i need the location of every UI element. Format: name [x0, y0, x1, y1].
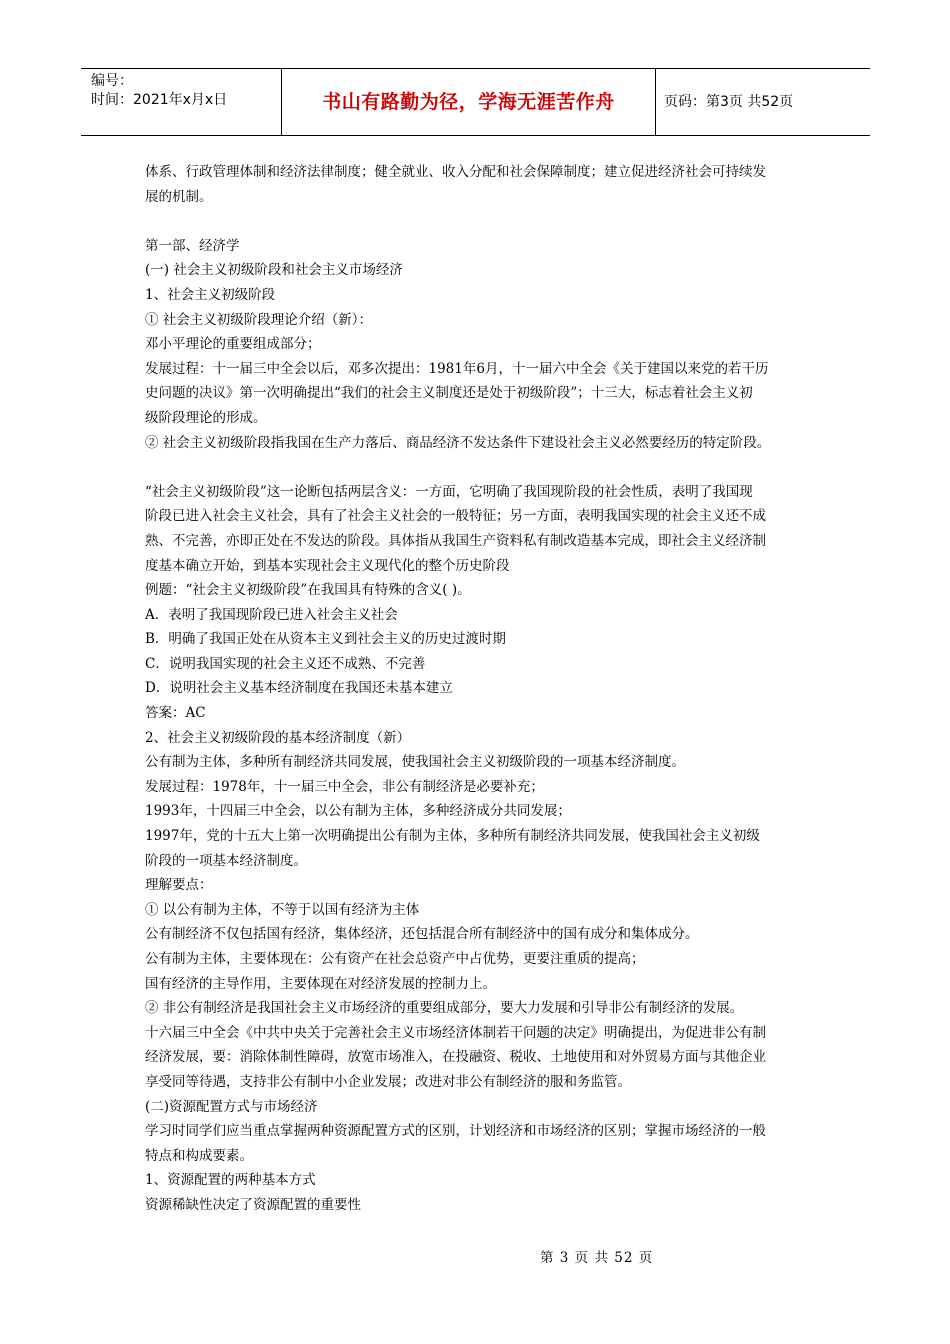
body-line: 级阶段理论的形成。 — [145, 409, 267, 426]
body-line: “社会主义初级阶段”这一论断包括两层含义：一方面，它明确了我国现阶段的社会性质，表明了我国现 — [145, 483, 753, 500]
header-page-info: 页码：第3页 共52页 — [664, 94, 794, 110]
body-line: 公有制经济不仅包括国有经济，集体经济，还包括混合所有制经济中的国有成分和集体成分。 — [145, 926, 699, 943]
body-line: 特点和构成要素。 — [145, 1147, 253, 1164]
body-line: ② 社会主义初级阶段指我国在生产力落后、商品经济不发达条件下建设社会主义必然要经历的特定阶段。 — [145, 434, 771, 451]
body-line: 邓小平理论的重要组成部分； — [145, 336, 321, 353]
body-line: B．明确了我国正处在从资本主义到社会主义的历史过渡时期 — [145, 631, 506, 648]
body-line: 十六届三中全会《中共中央关于完善社会主义市场经济体制若干问题的决定》明确提出，为促进非公有制 — [145, 1024, 766, 1041]
body-line: 公有制为主体，多种所有制经济共同发展，使我国社会主义初级阶段的一项基本经济制度。 — [145, 754, 685, 771]
body-line: (一) 社会主义初级阶段和社会主义市场经济 — [145, 262, 403, 279]
body-line: 2、社会主义初级阶段的基本经济制度（新） — [145, 729, 411, 746]
body-line: ① 社会主义初级阶段理论介绍（新）： — [145, 311, 373, 328]
body-line: A．表明了我国现阶段已进入社会主义社会 — [145, 606, 398, 623]
body-line: 资源稀缺性决定了资源配置的重要性 — [145, 1196, 361, 1213]
document-body — [145, 160, 820, 1218]
body-line: 答案：AC — [145, 705, 206, 722]
body-line: 理解要点： — [145, 877, 213, 894]
body-line: 体系、行政管理体制和经济法律制度；健全就业、收入分配和社会保障制度；建立促进经济社会可持续发 — [145, 164, 766, 180]
body-line: 国有经济的主导作用，主要体现在对经济发展的控制力上。 — [145, 975, 496, 992]
body-line: 例题：“社会主义初级阶段”在我国具有特殊的含义( )。 — [145, 582, 471, 599]
body-line: D．说明社会主义基本经济制度在我国还未基本建立 — [145, 680, 453, 697]
document-date: 时间：2021年x月x日 — [91, 92, 228, 108]
body-line: 发展过程：十一届三中全会以后，邓多次提出：1981年6月，十一届六中全会《关于建国以来党的若干历 — [145, 360, 769, 377]
body-line: 公有制为主体，主要体现在：公有资产在社会总资产中占优势，更要注重质的提高； — [145, 951, 645, 967]
header-motto: 书山有路勤为径，学海无涯苦作舟 — [282, 69, 656, 135]
body-line: 享受同等待遇，支持非公有制中小企业发展；改进对非公有制经济的服和务监管。 — [145, 1073, 631, 1090]
body-line: ② 非公有制经济是我国社会主义市场经济的重要组成部分，要大力发展和引导非公有制经济的发展。 — [145, 1000, 744, 1017]
body-line: ① 以公有制为主体，不等于以国有经济为主体 — [145, 901, 420, 918]
body-line: 学习时同学们应当重点掌握两种资源配置方式的区别，计划经济和市场经济的区别；掌握市场经济的一般 — [145, 1123, 766, 1140]
body-line: 第一部、经济学 — [145, 237, 240, 254]
page-header — [81, 68, 870, 136]
body-line: 1、资源配置的两种基本方式 — [145, 1172, 316, 1189]
document-number-label: 编号： — [91, 73, 133, 89]
body-line: 发展过程：1978年，十一届三中全会，非公有制经济是必要补充； — [145, 778, 544, 795]
body-line: 1997年，党的十五大上第一次明确提出公有制为主体，多种所有制经济共同发展，使我国社会主义初级 — [145, 828, 760, 845]
body-line: 展的机制。 — [145, 188, 213, 205]
body-line: (二)资源配置方式与市场经济 — [145, 1098, 318, 1115]
body-line: 经济发展，要：消除体制性障碍，放宽市场准入，在投融资、税收、土地使用和对外贸易方面与其他企业 — [145, 1049, 766, 1066]
header-meta — [81, 69, 282, 135]
page-footer: 第 3 页 共 52 页 — [540, 1250, 654, 1266]
blank-line — [145, 209, 820, 234]
body-line: 阶段的一项基本经济制度。 — [145, 852, 307, 869]
body-line: 1993年，十四届三中全会，以公有制为主体，多种经济成分共同发展； — [145, 803, 571, 820]
body-line: 熟、不完善，亦即正处在不发达的阶段。具体指从我国生产资料私有制改造基本完成，即社会主义经济制 — [145, 532, 766, 549]
blank-line — [145, 455, 820, 480]
body-line: 1、社会主义初级阶段 — [145, 286, 276, 303]
body-line: 史问题的决议》第一次明确提出“我们的社会主义制度还是处于初级阶段”；十三大，标志着社会主义初 — [145, 385, 753, 402]
body-line: 度基本确立开始，到基本实现社会主义现代化的整个历史阶段 — [145, 557, 510, 574]
body-line: 阶段已进入社会主义社会，具有了社会主义社会的一般特征；另一方面，表明我国实现的社会主义还不成 — [145, 508, 766, 525]
body-line: C．说明我国实现的社会主义还不成熟、不完善 — [145, 655, 426, 672]
